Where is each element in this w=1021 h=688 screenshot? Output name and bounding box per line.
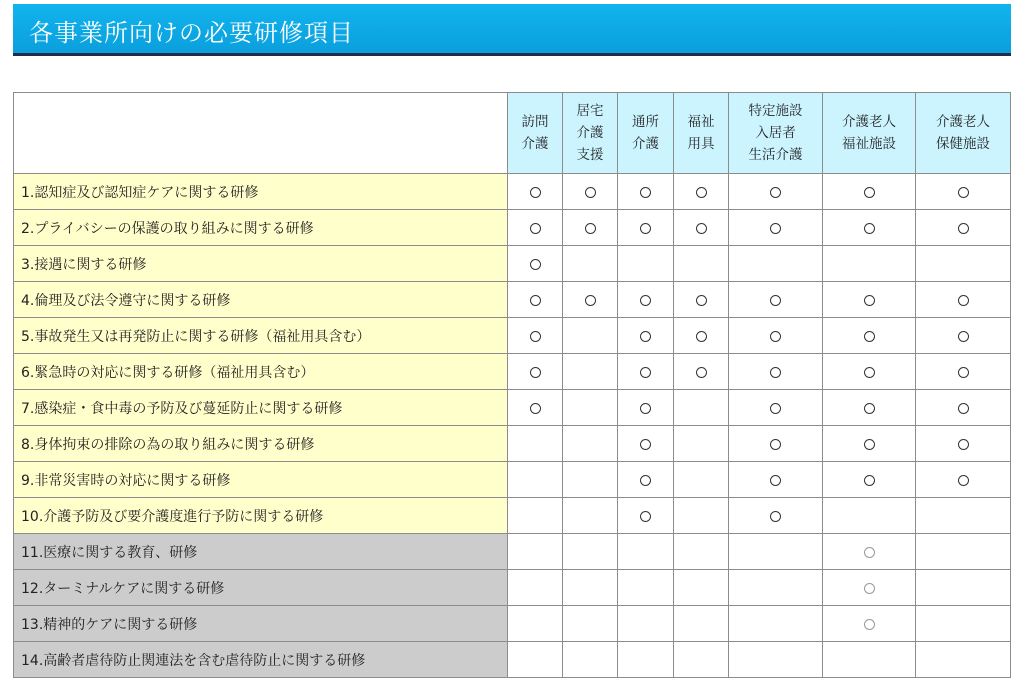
- column-header: 特定施設 入居者 生活介護: [729, 93, 823, 174]
- training-item-label: 14.高齢者虐待防止関連法を含む虐待防止に関する研修: [14, 642, 508, 678]
- requirement-cell: [618, 498, 674, 534]
- page-title: 各事業所向けの必要研修項目: [29, 19, 354, 47]
- requirement-cell: [618, 534, 674, 570]
- requirement-cell: [729, 210, 823, 246]
- column-header: 介護老人 保健施設: [916, 93, 1011, 174]
- requirement-cell: [729, 354, 823, 390]
- requirement-cell: [729, 174, 823, 210]
- requirement-cell: [916, 462, 1011, 498]
- required-circle-icon: [958, 187, 969, 198]
- requirement-cell: [729, 642, 823, 678]
- required-circle-icon: [864, 619, 875, 630]
- requirement-cell: [674, 498, 729, 534]
- requirement-cell: [618, 354, 674, 390]
- table-body: [14, 174, 1011, 678]
- requirement-cell: [674, 318, 729, 354]
- requirement-cell: [823, 210, 916, 246]
- required-circle-icon: [864, 367, 875, 378]
- requirement-cell: [508, 606, 563, 642]
- table-row: [14, 642, 1011, 678]
- required-circle-icon: [864, 583, 875, 594]
- requirement-cell: [618, 246, 674, 282]
- required-circle-icon: [585, 295, 596, 306]
- table-row: [14, 390, 1011, 426]
- required-circle-icon: [530, 223, 541, 234]
- requirement-cell: [674, 174, 729, 210]
- required-circle-icon: [770, 439, 781, 450]
- requirement-cell: [674, 210, 729, 246]
- header-corner-cell: [14, 93, 508, 174]
- required-circle-icon: [530, 331, 541, 342]
- requirement-cell: [729, 606, 823, 642]
- requirement-cell: [674, 462, 729, 498]
- required-circle-icon: [864, 475, 875, 486]
- requirement-cell: [729, 570, 823, 606]
- requirement-cell: [508, 282, 563, 318]
- requirement-cell: [674, 354, 729, 390]
- requirement-cell: [729, 498, 823, 534]
- requirement-cell: [823, 318, 916, 354]
- training-item-label: 9.非常災害時の対応に関する研修: [14, 462, 508, 498]
- requirement-cell: [674, 426, 729, 462]
- requirement-cell: [674, 642, 729, 678]
- requirement-cell: [823, 426, 916, 462]
- requirement-cell: [618, 426, 674, 462]
- requirement-cell: [508, 534, 563, 570]
- required-circle-icon: [958, 331, 969, 342]
- requirement-cell: [563, 426, 618, 462]
- requirement-cell: [916, 354, 1011, 390]
- training-item-label: 6.緊急時の対応に関する研修（福祉用具含む）: [14, 354, 508, 390]
- requirement-cell: [618, 642, 674, 678]
- required-circle-icon: [958, 475, 969, 486]
- requirement-cell: [916, 498, 1011, 534]
- requirement-cell: [823, 354, 916, 390]
- requirement-cell: [916, 570, 1011, 606]
- training-item-label: 2.プライバシーの保護の取り組みに関する研修: [14, 210, 508, 246]
- required-circle-icon: [958, 295, 969, 306]
- requirement-cell: [729, 534, 823, 570]
- requirement-cell: [674, 606, 729, 642]
- requirement-cell: [508, 462, 563, 498]
- requirement-cell: [563, 390, 618, 426]
- requirement-cell: [563, 246, 618, 282]
- required-circle-icon: [530, 259, 541, 270]
- requirement-cell: [823, 534, 916, 570]
- table-header-row: [14, 93, 1011, 174]
- required-circle-icon: [530, 367, 541, 378]
- table-row: [14, 606, 1011, 642]
- required-circle-icon: [696, 187, 707, 198]
- requirement-cell: [823, 462, 916, 498]
- requirement-cell: [729, 462, 823, 498]
- requirement-cell: [916, 606, 1011, 642]
- requirement-cell: [563, 462, 618, 498]
- requirement-cell: [823, 570, 916, 606]
- required-circle-icon: [640, 331, 651, 342]
- requirement-cell: [563, 318, 618, 354]
- requirement-cell: [674, 246, 729, 282]
- table-row: [14, 318, 1011, 354]
- requirement-cell: [618, 282, 674, 318]
- requirement-cell: [563, 570, 618, 606]
- requirement-cell: [618, 570, 674, 606]
- requirement-cell: [729, 390, 823, 426]
- requirement-cell: [823, 246, 916, 282]
- training-item-label: 7.感染症・食中毒の予防及び蔓延防止に関する研修: [14, 390, 508, 426]
- column-header: 福祉 用具: [674, 93, 729, 174]
- required-circle-icon: [770, 331, 781, 342]
- table-row: [14, 354, 1011, 390]
- requirement-cell: [563, 174, 618, 210]
- training-item-label: 4.倫理及び法令遵守に関する研修: [14, 282, 508, 318]
- table-row: [14, 210, 1011, 246]
- requirement-cell: [916, 246, 1011, 282]
- required-circle-icon: [958, 439, 969, 450]
- requirement-cell: [508, 318, 563, 354]
- required-circle-icon: [770, 223, 781, 234]
- required-circle-icon: [640, 439, 651, 450]
- requirement-cell: [508, 174, 563, 210]
- required-circle-icon: [640, 367, 651, 378]
- training-item-label: 13.精神的ケアに関する研修: [14, 606, 508, 642]
- required-circle-icon: [770, 295, 781, 306]
- requirement-cell: [618, 174, 674, 210]
- requirement-cell: [823, 498, 916, 534]
- requirement-cell: [823, 282, 916, 318]
- required-circle-icon: [864, 547, 875, 558]
- requirement-cell: [508, 426, 563, 462]
- requirement-cell: [508, 390, 563, 426]
- required-circle-icon: [864, 331, 875, 342]
- requirement-cell: [508, 570, 563, 606]
- required-circle-icon: [958, 367, 969, 378]
- required-circle-icon: [770, 403, 781, 414]
- requirement-cell: [729, 426, 823, 462]
- requirement-cell: [618, 318, 674, 354]
- requirement-cell: [508, 246, 563, 282]
- title-banner: [13, 4, 1011, 56]
- requirement-cell: [618, 210, 674, 246]
- required-circle-icon: [640, 403, 651, 414]
- required-circle-icon: [640, 511, 651, 522]
- required-circle-icon: [696, 295, 707, 306]
- required-circle-icon: [864, 187, 875, 198]
- requirement-cell: [508, 210, 563, 246]
- column-header: 介護老人 福祉施設: [823, 93, 916, 174]
- training-item-label: 3.接遇に関する研修: [14, 246, 508, 282]
- requirement-cell: [618, 390, 674, 426]
- required-circle-icon: [696, 367, 707, 378]
- training-table: [13, 92, 1011, 678]
- required-circle-icon: [770, 511, 781, 522]
- requirement-cell: [823, 642, 916, 678]
- requirement-cell: [508, 642, 563, 678]
- required-circle-icon: [958, 223, 969, 234]
- training-item-label: 1.認知症及び認知症ケアに関する研修: [14, 174, 508, 210]
- required-circle-icon: [864, 223, 875, 234]
- requirement-cell: [674, 570, 729, 606]
- requirement-cell: [563, 210, 618, 246]
- requirement-cell: [563, 282, 618, 318]
- requirement-cell: [563, 642, 618, 678]
- requirement-cell: [563, 498, 618, 534]
- requirement-cell: [729, 246, 823, 282]
- training-item-label: 5.事故発生又は再発防止に関する研修（福祉用具含む）: [14, 318, 508, 354]
- requirement-cell: [916, 642, 1011, 678]
- required-circle-icon: [640, 295, 651, 306]
- training-item-label: 10.介護予防及び要介護度進行予防に関する研修: [14, 498, 508, 534]
- table-row: [14, 498, 1011, 534]
- requirement-cell: [916, 282, 1011, 318]
- requirement-cell: [916, 318, 1011, 354]
- column-header: 居宅 介護 支援: [563, 93, 618, 174]
- requirement-cell: [823, 174, 916, 210]
- required-circle-icon: [770, 367, 781, 378]
- required-circle-icon: [640, 187, 651, 198]
- required-circle-icon: [696, 331, 707, 342]
- required-circle-icon: [770, 187, 781, 198]
- required-circle-icon: [585, 223, 596, 234]
- required-circle-icon: [770, 475, 781, 486]
- table-row: [14, 426, 1011, 462]
- requirement-cell: [563, 534, 618, 570]
- training-item-label: 8.身体拘束の排除の為の取り組みに関する研修: [14, 426, 508, 462]
- required-circle-icon: [958, 403, 969, 414]
- requirement-cell: [916, 174, 1011, 210]
- table-row: [14, 570, 1011, 606]
- requirement-cell: [916, 210, 1011, 246]
- training-item-label: 11.医療に関する教育、研修: [14, 534, 508, 570]
- required-circle-icon: [640, 223, 651, 234]
- required-circle-icon: [864, 295, 875, 306]
- requirement-cell: [618, 606, 674, 642]
- requirement-cell: [823, 606, 916, 642]
- required-circle-icon: [530, 295, 541, 306]
- required-circle-icon: [864, 439, 875, 450]
- requirement-cell: [916, 426, 1011, 462]
- table-row: [14, 174, 1011, 210]
- requirement-cell: [563, 354, 618, 390]
- required-circle-icon: [864, 403, 875, 414]
- table-row: [14, 462, 1011, 498]
- requirement-cell: [916, 534, 1011, 570]
- table-row: [14, 534, 1011, 570]
- requirement-cell: [618, 462, 674, 498]
- required-circle-icon: [530, 187, 541, 198]
- required-circle-icon: [530, 403, 541, 414]
- required-circle-icon: [640, 475, 651, 486]
- requirement-cell: [674, 390, 729, 426]
- requirement-cell: [729, 282, 823, 318]
- requirement-cell: [729, 318, 823, 354]
- required-circle-icon: [585, 187, 596, 198]
- requirement-cell: [674, 282, 729, 318]
- table-row: [14, 282, 1011, 318]
- requirement-cell: [674, 534, 729, 570]
- column-header: 訪問 介護: [508, 93, 563, 174]
- required-circle-icon: [696, 223, 707, 234]
- requirement-cell: [508, 498, 563, 534]
- requirement-cell: [508, 354, 563, 390]
- table-row: [14, 246, 1011, 282]
- requirement-cell: [916, 390, 1011, 426]
- requirement-cell: [823, 390, 916, 426]
- requirement-cell: [563, 606, 618, 642]
- column-header: 通所 介護: [618, 93, 674, 174]
- training-item-label: 12.ターミナルケアに関する研修: [14, 570, 508, 606]
